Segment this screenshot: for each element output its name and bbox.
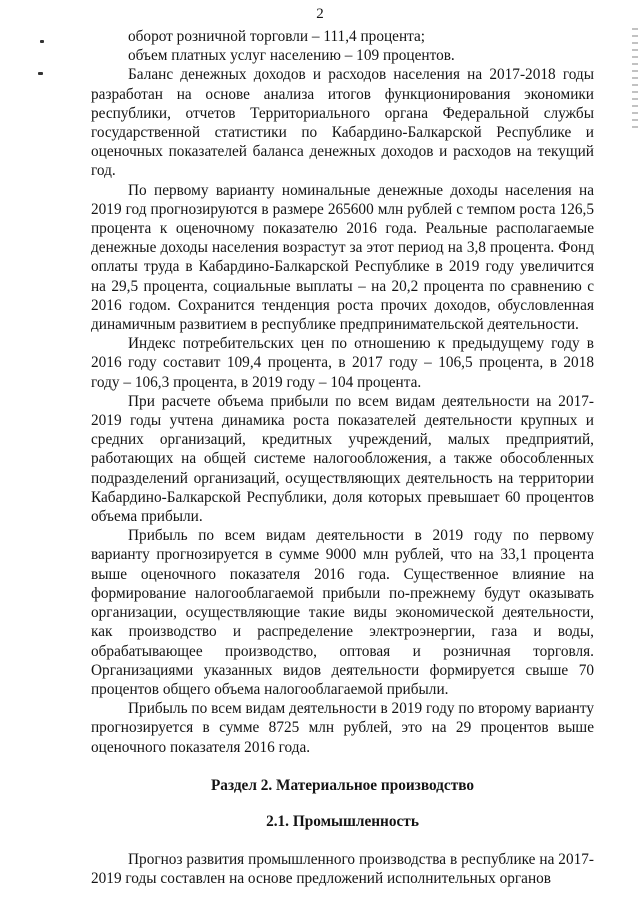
scan-mark bbox=[40, 40, 44, 43]
paragraph-profit-variant-2: Прибыль по всем видам деятельности в 2019 году по второму варианту прогнозируется в сумме 8725 млн рублей, это на 29 процентов выше оценочного показателя 2016 года. bbox=[91, 700, 594, 756]
section-heading: Раздел 2. Материальное производство bbox=[210, 776, 475, 794]
page-number: 2 bbox=[316, 6, 324, 22]
paragraph-cpi: Индекс потребительских цен по отношению к предыдущему году в 2016 году составит 109,4 процента, в 2017 году – 106,5 процента, в 2018 году – 106,3 процента, в 2019 году – 104 процента. bbox=[91, 335, 594, 391]
document-body bbox=[91, 27, 594, 889]
scan-edge-marks bbox=[632, 28, 638, 128]
list-item-retail: оборот розничной торговли – 111,4 процента; bbox=[128, 28, 426, 45]
paragraph-industry: Прогноз развития промышленного производства в республике на 2017-2019 годы составлен на основе предложений исполнительных органов bbox=[91, 851, 594, 888]
paragraph-balance: Баланс денежных доходов и расходов населения на 2017-2018 годы разработан на основе анализа итогов функционирования экономики республики, отчетов Территориального органа Федеральной службы государственной статистики по Кабардино-Балкарской Республике и оценочных показателей баланса денежных доходов и расходов на текущий год. bbox=[91, 66, 594, 180]
paragraph-profit-variant-1: Прибыль по всем видам деятельности в 2019 году по первому варианту прогнозируется в сумме 9000 млн рублей, что на 33,1 процента выше оценочного показателя 2016 года. Существенное влияние на формирование налогооблагаемой прибыли по-прежнему будут оказывать организации, осуществляющие такие виды экономической деятельности, как производство и распределение электроэнергии, газа и воды, обрабатывающее производство, оптовая и розничная торговля. Организациями указанных видов деятельности формируется свыше 70 процентов общего объема налогооблагаемой прибыли. bbox=[91, 527, 594, 698]
list-item-services: объем платных услуг населению – 109 процентов. bbox=[128, 47, 455, 65]
scan-mark bbox=[38, 72, 43, 75]
paragraph-income: По первому варианту номинальные денежные доходы населения на 2019 год прогнозируются в размере 265600 млн рублей с темпом роста 126,5 процента к оценочному показателю 2016 года. Реальные располагаемые денежные доходы населения возрастут за этот период на 3,8 процента. Фонд оплаты труда в Кабардино-Балкарской Республике в 2019 году увеличится на 29,5 процента, социальные выплаты – на 20,2 процента по сравнению с 2016 годом. Сохранится тенденция роста прочих доходов, обусловленная динамичным развитием в республике предпринимательской деятельности. bbox=[91, 181, 594, 334]
subsection-heading: 2.1. Промышленность bbox=[266, 812, 419, 830]
paragraph-profit-calc: При расчете объема прибыли по всем видам деятельности на 2017-2019 годы учтена динамика роста показателей деятельности крупных и средних организаций, кредитных учреждений, малых предприятий, работающих на общей системе налогообложения, а также обособленных подразделений организаций, осуществляющих деятельность на территории Кабардино-Балкарской Республики, доля которых превышает 60 процентов объема прибыли. bbox=[91, 392, 594, 526]
